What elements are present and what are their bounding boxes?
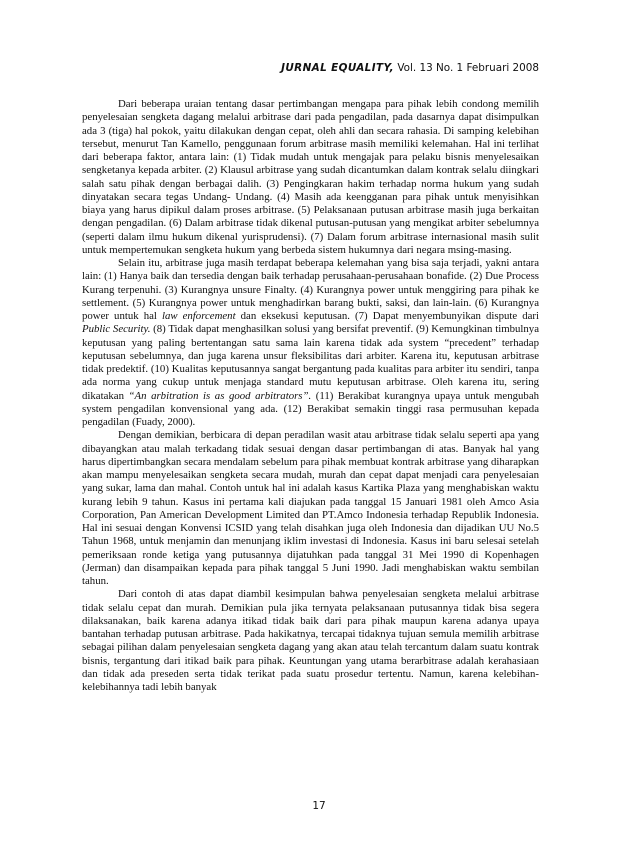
running-header <box>281 62 539 74</box>
italic-term: law enforcement <box>161 310 236 322</box>
journal-name: JURNAL EQUALITY, <box>281 62 395 74</box>
paragraph-4: Dari contoh di atas dapat diambil kesimpulan bahwa penyelesaian sengketa melalui arbitrase tidak selalu cepat dan murah. Demikian pula jika ternyata pelaksanaan putusannya tidak bisa segera dilaksanakan, baik karena adanya itikad tidak baik dari para pihak maupun karena adanya upaya bantahan terhadap putusan arbitrase. Pada hakikatnya, tercapai tidaknya tujuan semula memilih arbitrase sebagai pilihan dalam penyelesaian sengketa dagang yang akan atau telah tercantum dalam suatu kontrak bisnis, tergantung dari itikad baik para pihak. Keuntungan yang utama berarbitrase adalah kerahasiaan dan tidak ada preseden serta tidak terikat pada suatu prosedur tertentu. Namun, karena kelebihan-kelebihannya tadi lebih banyak <box>82 588 539 693</box>
italic-quote: “An arbitration is as good arbitrators”. <box>128 389 312 402</box>
article-body <box>82 98 539 694</box>
italic-term: Public Security. <box>82 323 151 336</box>
paragraph-3: Dengan demikian, berbicara di depan peradilan wasit atau arbitrase tidak selalu seperti apa yang dibayangkan atau malah terkadang tidak sesuai dengan dasar pertimbangan di atas. Banyak hal yang harus dipertimbangkan secara mendalam sebelum para pihak membuat kontrak arbitrase yang diharapkan akan mampu menyelesaikan sengketa secara mudah, murah dan cepat dapat menjadi cara penyelesaian yang sukar, lama dan mahal. Contoh untuk hal ini adalah kasus Kartika Plaza yang menghabiskan waktu kurang lebih 9 tahun. Kasus ini pertama kali diajukan pada tanggal 15 Januari 1981 oleh Amco Asia Corporation, Pan American Development Limited dan PT.Amco Indonesia terhadap Republik Indonesia. Hal ini sesuai dengan Konvensi ICSID yang telah disahkan juga oleh Indonesia dan dijadikan UU No.5 Tahun 1968, untuk menjamin dan menunjang iklim investasi di Indonesia. Kasus ini baru selesai setelah pemeriksaan ronde ketiga yang putusannya dijatuhkan pada tanggal 31 Mei 1990 di Kopenhagen (Jerman) dan disampaikan kepada para pihak tanggal 5 Juni 1990. Jadi menghabiskan waktu sembilan tahun. <box>82 429 539 587</box>
paragraph-2: Selain itu, arbitrase juga masih terdapat beberapa kelemahan yang bisa saja terjadi, yakni antara lain: (1) Hanya baik dan tersedia dengan baik terhadap perusahaan-perusahaan bonafide. (2) Due Process Kurang terpenuhi. (3) Kurangnya unsure Finalty. (4) Kurangnya power untuk menggiring para pihak ke settlement. (5) Kurangnya power untuk menghadirkan barang bukti, saksi, dan lain-lain. (6) Kurangnya power untuk hal law enforcement dan eksekusi keputusan. (7) Dapat menyembunyikan dispute dari Public Security. (8) Tidak dapat menghasilkan solusi yang bersifat preventif. (9) Kemungkinan timbulnya keputusan yang paling bertentangan satu sama lain karena tidak ada system “precedent” terhadap keputusan sebelumnya, dan juga karena unsur fleksibilitas dari arbiter. Karena itu, keputusan arbitrase tidak predektif. (10) Kualitas keputusannya sangat bergantung pada kualitas para arbiter itu sendiri, tanpa ada norma yang cukup untuk menjaga standard mutu keputusan arbitrase. Oleh karena itu, sering dikatakan “An arbitration is as good arbitrators”. (11) Berakibat kurangnya upaya untuk mengubah system pengadilan konvensional yang ada. (12) Berakibat semakin tinggi rasa permusuhan kepada pengadilan (Fuady, 2000). <box>82 257 540 428</box>
page-number: 17 <box>312 800 326 812</box>
journal-issue: Vol. 13 No. 1 Februari 2008 <box>394 62 539 74</box>
paragraph-1: Dari beberapa uraian tentang dasar pertimbangan mengapa para pihak lebih condong memilih penyelesaian sengketa dagang melalui arbitrase dari pada pengadilan, pada dasarnya dapat disimpulkan ada 3 (tiga) hal pokok, yaitu dilakukan dengan cepat, oleh ahli dan secara rahasia. Di samping kelebihan tersebut, menurut Tan Kamello, penggunaan forum arbitrase masih memiliki kelemahan. Hal ini terlihat dari beberapa faktor, antara lain: (1) Tidak mudah untuk mengajak para pelaku bisnis menyelesaikan sengketanya kepada arbiter. (2) Klausul arbitrase yang sudah dicantumkan dalam kontrak selalu diingkari salah satu pihak dengan berbagai dalih. (3) Pengingkaran hakim terhadap norma hukum yang sudah dinyatakan secara tegas Undang- Undang. (4) Masih ada keengganan para pihak untuk menyisihkan biaya yang harus dipikul dalam proses arbitrase. (5) Pelaksanaan putusan arbitrase masih juga berkaitan dengan pengadilan. (6) Dalam arbitrase tidak dikenal putusan-putusan yang mengikat arbiter sebelumnya (seperti dalam ilmu hukum dikenal yurisprudensi). (7) Dalam forum arbitrase internasional masih sulit untuk mempertemukan sengketa hukum yang berbeda sistem hukumnya dari negara msing-masing. <box>82 98 539 256</box>
